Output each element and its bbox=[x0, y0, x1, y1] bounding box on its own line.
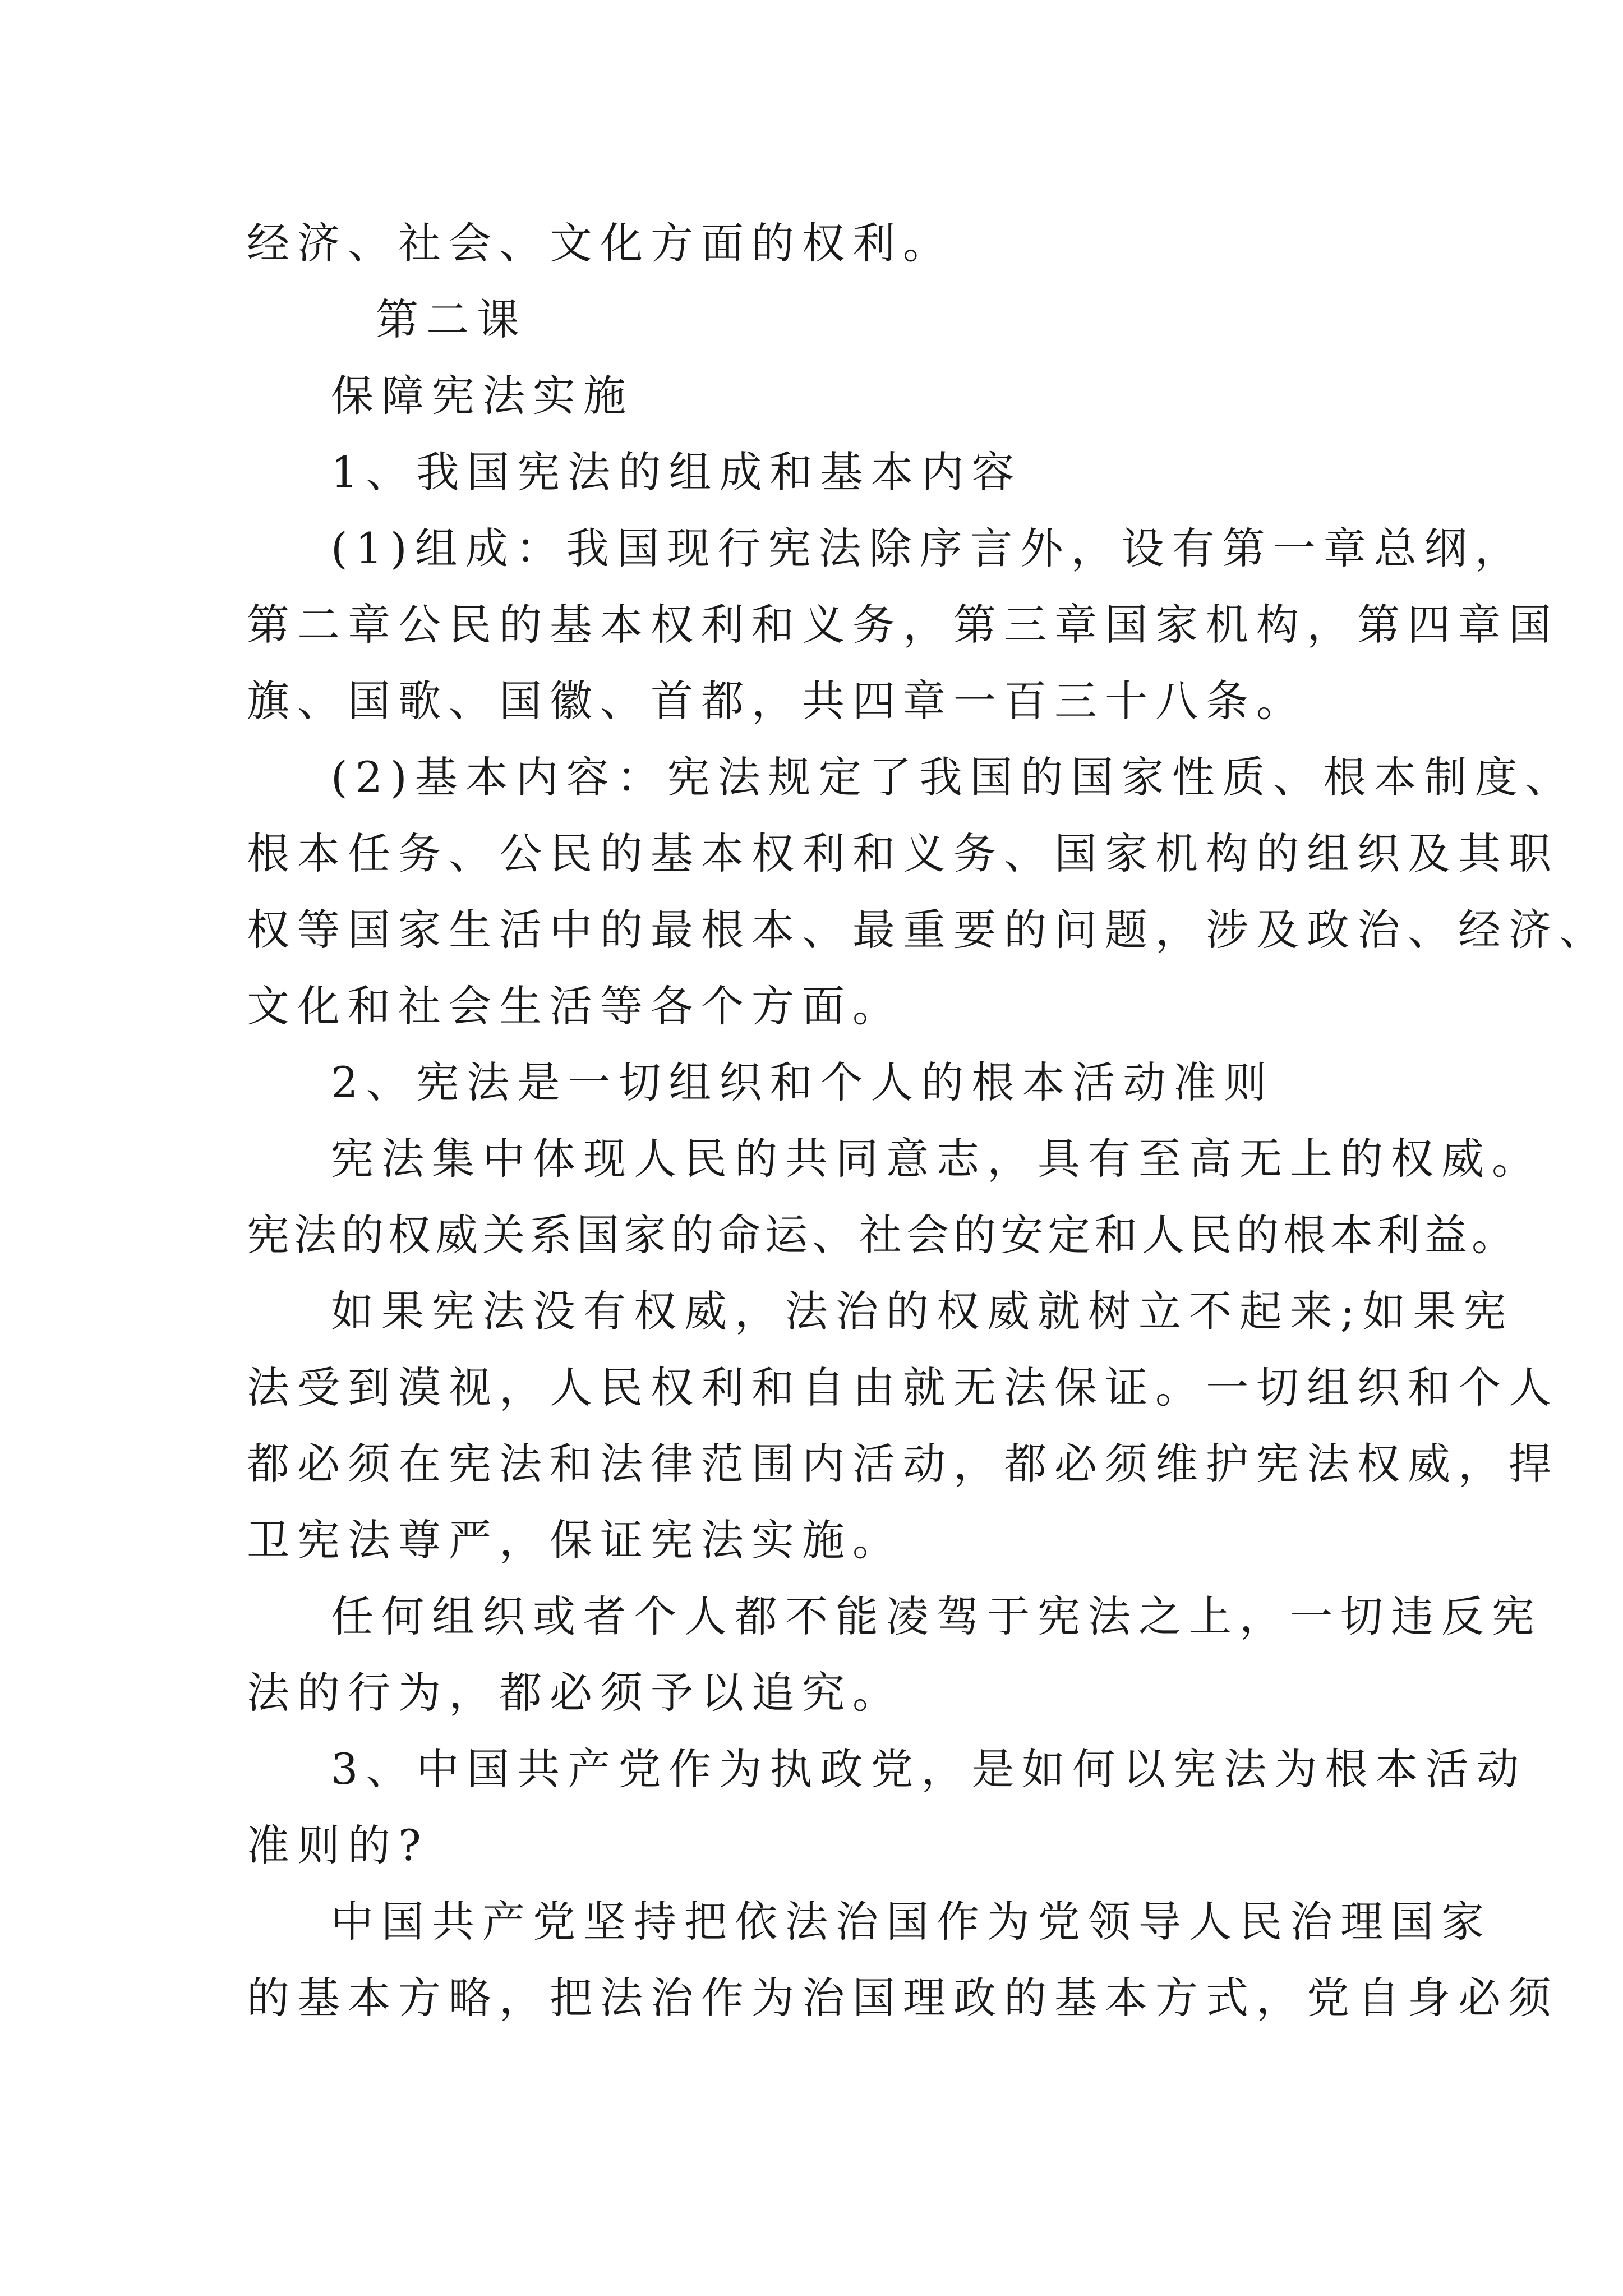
body-text-line: 都必须在宪法和法律范围内活动，都必须维护宪法权威，捍 bbox=[247, 1439, 1559, 1489]
body-text-line: 卫宪法尊严，保证宪法实施。 bbox=[247, 1515, 903, 1565]
body-text-line: 经济、社会、文化方面的权利。 bbox=[247, 218, 953, 268]
body-text-line: 的基本方略，把法治作为治国理政的基本方式，党自身必须 bbox=[247, 1973, 1559, 2023]
body-text-line: 权等国家生活中的最根本、最重要的问题，涉及政治、经济、 bbox=[247, 905, 1610, 955]
point-heading: 3、中国共产党作为执政党，是如何以宪法为根本活动 bbox=[331, 1744, 1527, 1794]
body-text-line: 根本任务、公民的基本权利和义务、国家机构的组织及其职 bbox=[247, 829, 1559, 878]
body-text-line: (2)基本内容：宪法规定了我国的国家性质、根本制度、 bbox=[331, 752, 1576, 802]
point-heading-continued: 准则的? bbox=[247, 1820, 429, 1870]
body-text-line: 法受到漠视，人民权利和自由就无法保证。一切组织和个人 bbox=[247, 1363, 1559, 1412]
body-text-line: 旗、国歌、国徽、首都，共四章一百三十八条。 bbox=[247, 676, 1307, 726]
lesson-heading: 第二课 bbox=[376, 295, 527, 344]
body-text-line: 文化和社会生活等各个方面。 bbox=[247, 981, 903, 1031]
point-heading: 1、我国宪法的组成和基本内容 bbox=[331, 447, 1022, 497]
body-text-line: 宪法集中体现人民的共同意志，具有至高无上的权威。 bbox=[331, 1134, 1542, 1184]
section-heading: 保障宪法实施 bbox=[331, 371, 634, 421]
body-text-line: 宪法的权威关系国家的命运、社会的安定和人民的根本利益。 bbox=[247, 1210, 1519, 1260]
body-text-line: 法的行为，都必须予以追究。 bbox=[247, 1668, 903, 1718]
body-text-line: 任何组织或者个人都不能凌驾于宪法之上，一切违反宪 bbox=[331, 1591, 1542, 1641]
body-text-line: 如果宪法没有权威，法治的权威就树立不起来;如果宪 bbox=[331, 1286, 1514, 1336]
body-text-line: 中国共产党坚持把依法治国作为党领导人民治理国家 bbox=[331, 1897, 1492, 1947]
body-text-line: 第二章公民的基本权利和义务，第三章国家机构，第四章国 bbox=[247, 600, 1559, 650]
point-heading: 2、宪法是一切组织和个人的根本活动准则 bbox=[331, 1057, 1275, 1107]
body-text-line: (1)组成：我国现行宪法除序言外，设有第一章总纲， bbox=[331, 523, 1525, 573]
